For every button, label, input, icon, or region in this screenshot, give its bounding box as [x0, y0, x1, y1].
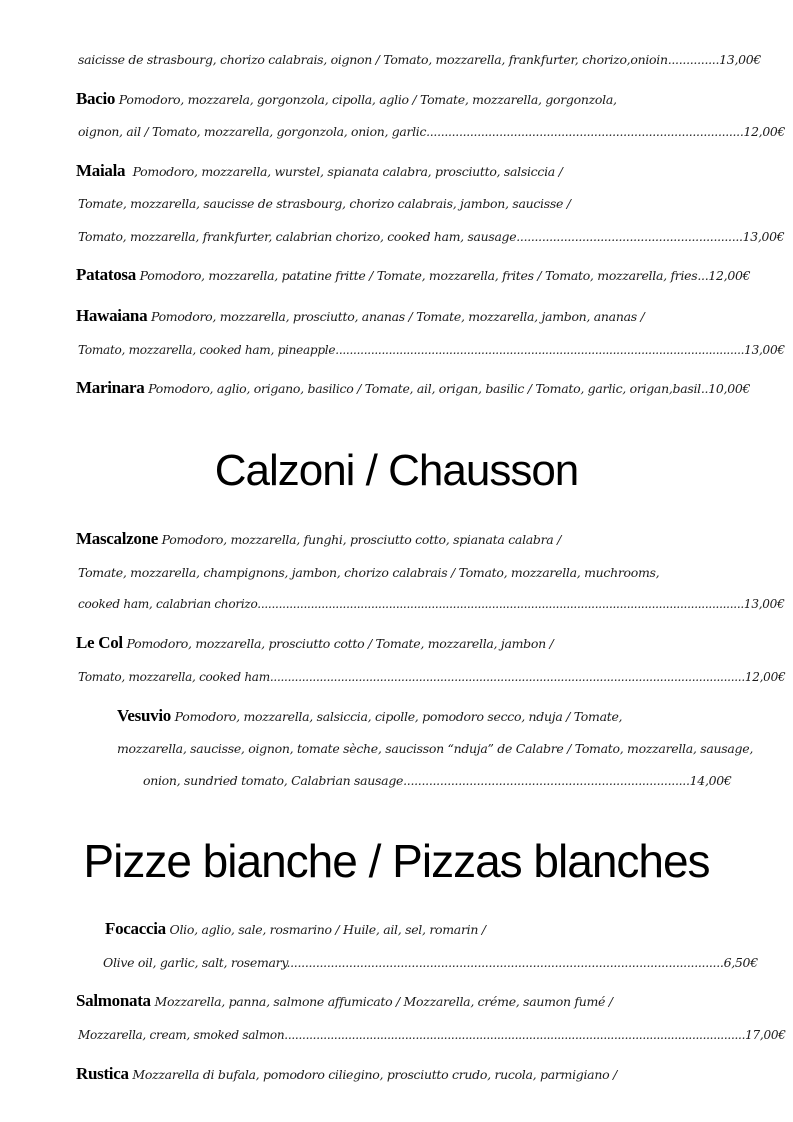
item-description: oignon, ail / Tomato, mozzarella, gorgonzola, onion, garlic.......................................................................................12,00€ [78, 124, 786, 139]
menu-item-patatosa [76, 265, 750, 285]
item-description: Tomato, mozzarella, cooked ham......................................................................................................................................12,00€ [78, 669, 786, 684]
item-description: Tomato, mozzarella, cooked ham, pineapple...................................................................................................................13,00€ [78, 342, 785, 357]
item-name: Vesuvio [117, 706, 171, 725]
item-description: Pomodoro, mozzarella, funghi, prosciutto cotto, spianata calabra / [161, 532, 562, 547]
menu-item-maiala [76, 161, 563, 181]
menu-item-focaccia [105, 919, 486, 939]
item-description: cooked ham, calabrian chorizo.........................................................................................................................................13,00€ [78, 596, 785, 611]
item-description: mozzarella, saucisse, oignon, tomate sèche, saucisson “nduja” de Calabre / Tomato, mozzarella, sausage, [117, 741, 753, 756]
item-name: Mascalzone [76, 529, 158, 548]
item-name: Maiala [76, 161, 126, 180]
item-description: Pomodoro, mozzarella, prosciutto cotto / Tomate, mozzarella, jambon / [126, 636, 554, 651]
item-description: Pomodoro, aglio, origano, basilico / Tomate, ail, origan, basilic / Tomato, garlic, origan,basil..10,00€ [148, 381, 751, 396]
section-heading-pizze-bianche: Pizze bianche / Pizzas blanches [83, 835, 710, 887]
item-description: Olive oil, garlic, salt, rosemary.......................................................................................................................6,50€ [103, 955, 758, 970]
item-description: Mozzarella di bufala, pomodoro ciliegino, prosciutto crudo, rucola, parmigiano / [132, 1067, 617, 1082]
item-description: Olio, aglio, sale, rosmarino / Huile, ail, sel, romarin / [169, 922, 486, 937]
item-description: Mozzarella, cream, smoked salmon..................................................................................................................................17,00€ [78, 1027, 786, 1042]
item-name: Hawaiana [76, 306, 148, 325]
section-heading-calzoni: Calzoni / Chausson [214, 446, 579, 495]
menu-item-hawaiana [76, 306, 644, 326]
item-description: Mozzarella, panna, salmone affumicato / Mozzarella, créme, saumon fumé / [154, 994, 613, 1009]
item-description: Pomodoro, mozzarela, gorgonzola, cipolla, aglio / Tomate, mozzarella, gorgonzola, [118, 92, 617, 107]
item-description: Pomodoro, mozzarella, patatine fritte / Tomate, mozzarella, frites / Tomato, mozzarella, fries...12,00€ [139, 268, 751, 283]
item-description: Pomodoro, mozzarella, salsiccia, cipolle, pomodoro secco, nduja / Tomate, [174, 709, 623, 724]
menu-item-bacio [76, 89, 617, 109]
item-description: onion, sundried tomato, Calabrian sausage..............................................................................14,00€ [143, 773, 732, 788]
menu-item-salmonata [76, 991, 613, 1011]
item-name: Rustica [76, 1064, 129, 1083]
item-description: Pomodoro, mozzarella, wurstel, spianata calabra, prosciutto, salsiccia / [132, 164, 563, 179]
item-name: Salmonata [76, 991, 151, 1010]
item-description: Tomato, mozzarella, frankfurter, calabrian chorizo, cooked ham, sausage..............................................................13,00€ [78, 229, 785, 244]
menu-item-vesuvio [117, 706, 622, 726]
item-name: Bacio [76, 89, 116, 108]
menu-line-continued: saicisse de strasbourg, chorizo calabrais, oignon / Tomato, mozzarella, frankfurter, chorizo,onioin..............13,00€ [78, 52, 762, 67]
item-description: Tomate, mozzarella, champignons, jambon, chorizo calabrais / Tomato, mozzarella, muchrooms, [78, 565, 660, 580]
menu-item-le-col [76, 633, 553, 653]
item-name: Patatosa [76, 265, 136, 284]
item-name: Focaccia [105, 919, 166, 938]
menu-item-marinara [76, 378, 750, 398]
item-name: Le Col [76, 633, 123, 652]
item-description: Tomate, mozzarella, saucisse de strasbourg, chorizo calabrais, jambon, saucisse / [78, 196, 571, 211]
menu-item-mascalzone [76, 529, 561, 549]
item-name: Marinara [76, 378, 145, 397]
item-description: Pomodoro, mozzarella, prosciutto, ananas / Tomate, mozzarella, jambon, ananas / [150, 309, 645, 324]
menu-item-rustica [76, 1064, 617, 1084]
